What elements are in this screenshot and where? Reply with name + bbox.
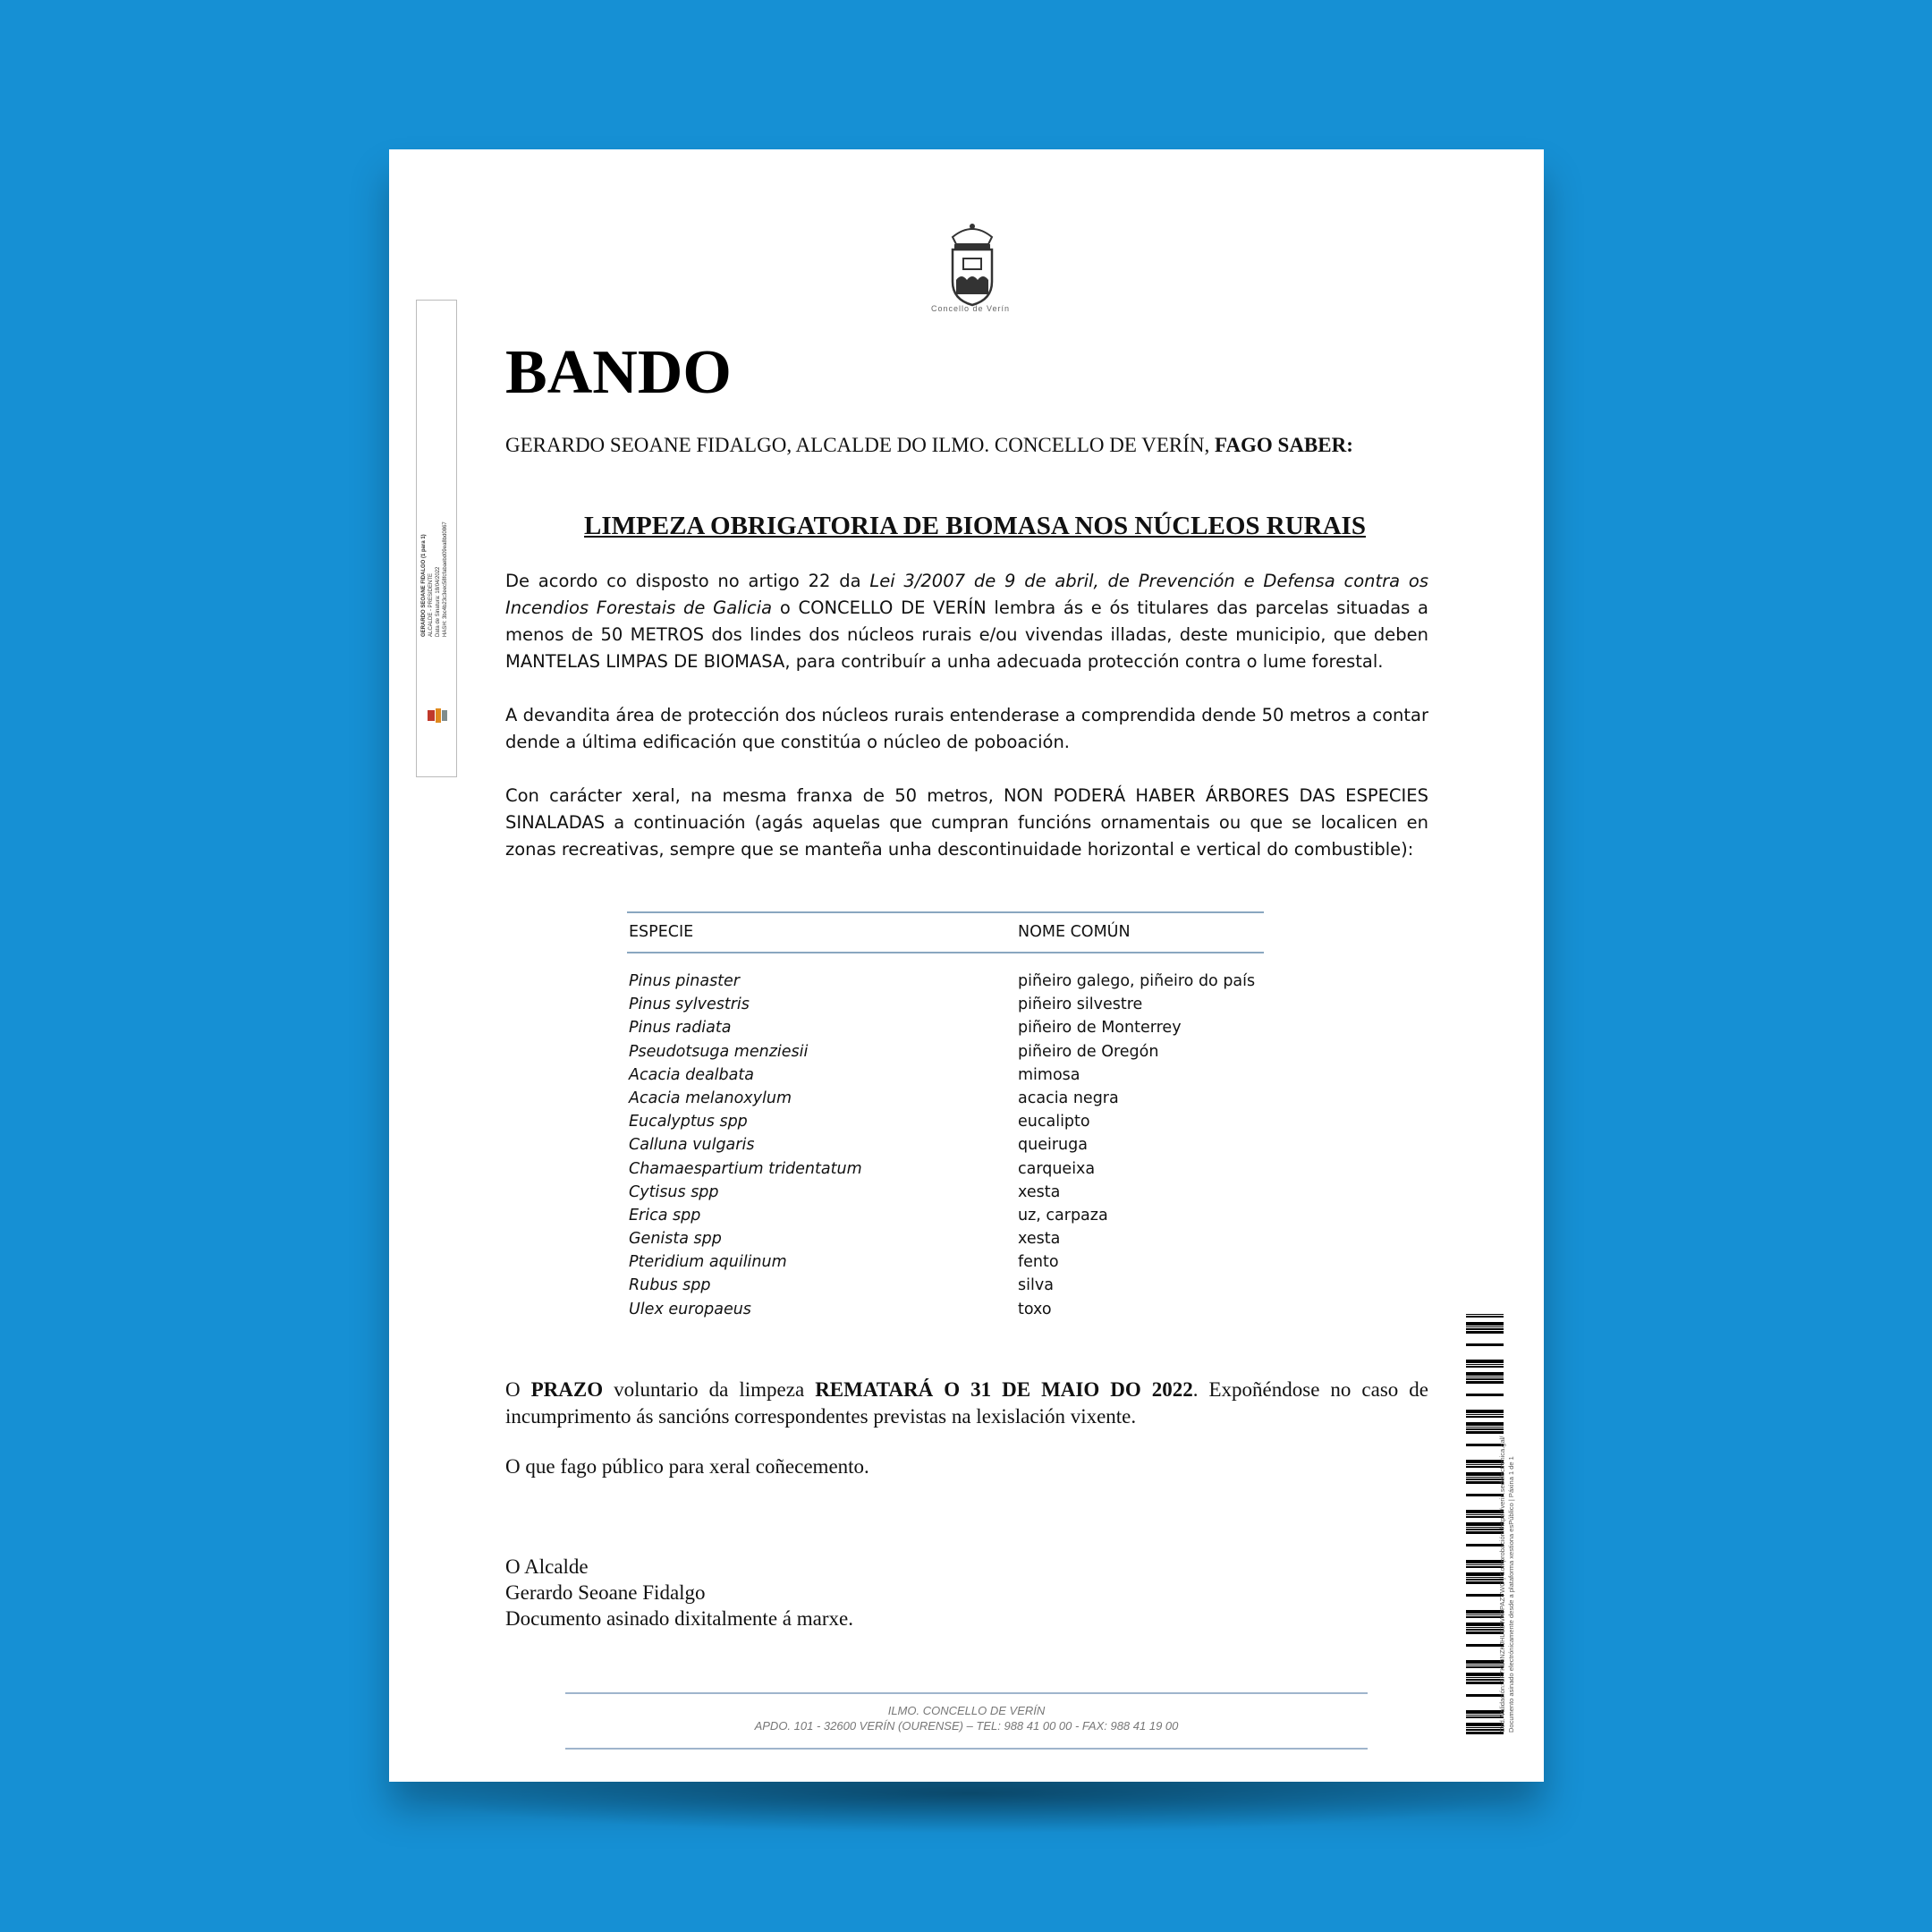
- table-row: [627, 1113, 1264, 1136]
- species-name: Erica spp: [629, 1206, 701, 1224]
- species-name: Cytisus spp: [629, 1182, 719, 1201]
- validation-platform: Documento asinado electrónicamente desde a plataforma xestiona esPúblico | Páxina 1 de 1: [1507, 1456, 1515, 1733]
- table-row: [627, 1019, 1264, 1042]
- paragraph-3: Con carácter xeral, na mesma franxa de 50 metros, NON PODERÁ HABER ÁRBORES DAS ESPECIES SINALADAS a continuación (agás aquelas que cumpran funcións ornamentais ou que se localicen en zonas recreativas, sempre que se manteña unha descontinuidade horizontal e vertical do combustible):: [505, 785, 1428, 860]
- table-row: [627, 1207, 1264, 1230]
- species-name: Pinus pinaster: [629, 972, 741, 990]
- signature-sidebar: [416, 300, 457, 777]
- species-name: Acacia melanoxylum: [629, 1089, 792, 1107]
- validation-code: Cód. Validación: 3F7KL9NZKJHLCZWK9PAZYWG | Comprobación: https://verin.sedelectronica.gal/: [1498, 1436, 1506, 1733]
- paragraph-1: [505, 568, 1428, 675]
- signature-note: Documento asinado dixitalmente á marxe.: [505, 1607, 853, 1630]
- footer-bottom-rule: [565, 1748, 1368, 1750]
- table-row: [627, 972, 1264, 996]
- table-header-rule: [627, 952, 1264, 953]
- sidebar-signature-text: [420, 386, 449, 637]
- common-name: queiruga: [1018, 1136, 1088, 1155]
- common-name: eucalipto: [1018, 1113, 1090, 1131]
- common-name: uz, carpaza: [1018, 1206, 1108, 1224]
- sidebar-role: ALCALDE - PRESIDENTE: [428, 572, 434, 637]
- species-name: Pseudotsuga menziesii: [629, 1042, 809, 1061]
- sidebar-date: Data de Sinatura: 18/04/2022: [436, 566, 441, 637]
- table-row: [627, 996, 1264, 1019]
- footer-address: APDO. 101 - 32600 VERÍN (OURENSE) – TEL: 988 41 00 00 - FAX: 988 41 19 00: [754, 1719, 1179, 1733]
- deadline-c: voluntario da limpeza: [603, 1378, 816, 1401]
- species-name: Pinus sylvestris: [629, 996, 750, 1014]
- common-name: carqueixa: [1018, 1159, 1096, 1178]
- table-row: [627, 1089, 1264, 1113]
- deadline-paragraph: [505, 1377, 1428, 1430]
- header-common-name: NOME COMÚN: [1018, 923, 1131, 941]
- municipal-crest-icon: [936, 219, 1008, 309]
- table-row: [627, 1160, 1264, 1183]
- species-name: Chamaespartium tridentatum: [629, 1159, 862, 1178]
- species-name: Eucalyptus spp: [629, 1113, 748, 1131]
- common-name: xesta: [1018, 1182, 1061, 1201]
- species-name: Rubus spp: [629, 1276, 711, 1295]
- document-title: BANDO: [505, 338, 732, 407]
- species-name: Genista spp: [629, 1230, 722, 1249]
- intro-bold: FAGO SABER:: [1215, 434, 1353, 456]
- deadline-prazo: PRAZO: [530, 1378, 604, 1401]
- table-row: [627, 1276, 1264, 1300]
- common-name: piñeiro silvestre: [1018, 996, 1143, 1014]
- crest-caption: Concello de Verín: [930, 304, 1011, 313]
- closing-line: O que fago público para xeral coñecemento.: [505, 1455, 869, 1478]
- table-row: [627, 1066, 1264, 1089]
- p1-end: o CONCELLO DE VERÍN lembra ás e ós titulares das parcelas situadas a menos de 50 METROS dos lindes dos núcleos rurais e/ou vivendas illadas, deste municipio, que deben MANTELAS LIMPAS DE BIOMASA, para contribuír a unha adecuada protección contra o lume forestal.: [505, 597, 1428, 672]
- table-top-rule: [627, 911, 1264, 913]
- table-row: [627, 1253, 1264, 1276]
- signature-name: Gerardo Seoane Fidalgo: [505, 1581, 706, 1604]
- common-name: piñeiro de Oregón: [1018, 1042, 1159, 1061]
- table-row: [627, 1043, 1264, 1066]
- common-name: mimosa: [1018, 1065, 1080, 1084]
- table-rows: [627, 972, 1264, 1324]
- common-name: fento: [1018, 1253, 1059, 1272]
- common-name: silva: [1018, 1276, 1054, 1295]
- table-row: [627, 1183, 1264, 1207]
- p1-start: De acordo co disposto no artigo 22 da: [505, 571, 870, 591]
- table-row: [627, 1136, 1264, 1159]
- species-name: Calluna vulgaris: [629, 1136, 755, 1155]
- species-name: Pinus radiata: [629, 1019, 732, 1038]
- deadline-a: O: [505, 1378, 531, 1401]
- common-name: piñeiro de Monterrey: [1018, 1019, 1182, 1038]
- paragraph-2: A devandita área de protección dos núcleos rurais entenderase a comprendida dende 50 metros a contar dende a última edificación que constitúa o núcleo de poboación.: [505, 705, 1428, 752]
- deadline-date: REMATARÁ O 31 DE MAIO DO 2022: [815, 1378, 1193, 1401]
- common-name: acacia negra: [1018, 1089, 1119, 1107]
- sidebar-signer: GERARDO SEOANE FIDALGO (1 para 1): [421, 534, 427, 637]
- validation-text: [1498, 1303, 1516, 1733]
- species-name: Ulex europaeus: [629, 1300, 751, 1318]
- common-name: xesta: [1018, 1230, 1061, 1249]
- footer-top-rule: [565, 1692, 1368, 1694]
- p1-law-title: Lei 3/2007 de 9 de abril, de Prevención e Defensa contra os Incendios Forestais de Galicia: [505, 571, 1429, 618]
- header-species: ESPECIE: [629, 923, 694, 941]
- common-name: toxo: [1018, 1300, 1052, 1318]
- document-page: [389, 149, 1544, 1782]
- species-name: Acacia dealbata: [629, 1065, 754, 1084]
- deadline-e: . Expoñéndose no caso de incumprimento ás sancións correspondentes previstas na lexislación vixente.: [505, 1378, 1428, 1428]
- table-row: [627, 1301, 1264, 1324]
- common-name: piñeiro galego, piñeiro do país: [1018, 972, 1256, 990]
- sidebar-hash: HASH: 3bc4b23c3eec58fcfabaebd09ea8bd0867: [443, 521, 448, 637]
- section-heading: LIMPEZA OBRIGATORIA DE BIOMASA NOS NÚCLEOS RURAIS: [584, 512, 1366, 540]
- species-name: Pteridium aquilinum: [629, 1253, 787, 1272]
- sidebar-crest-icon: [426, 705, 449, 726]
- intro-text: GERARDO SEOANE FIDALGO, ALCALDE DO ILMO. CONCELLO DE VERÍN,: [505, 434, 1216, 456]
- table-row: [627, 1230, 1264, 1253]
- signature-role: O Alcalde: [505, 1555, 589, 1578]
- footer-name: ILMO. CONCELLO DE VERÍN: [887, 1704, 1046, 1717]
- intro-line: [505, 434, 1445, 457]
